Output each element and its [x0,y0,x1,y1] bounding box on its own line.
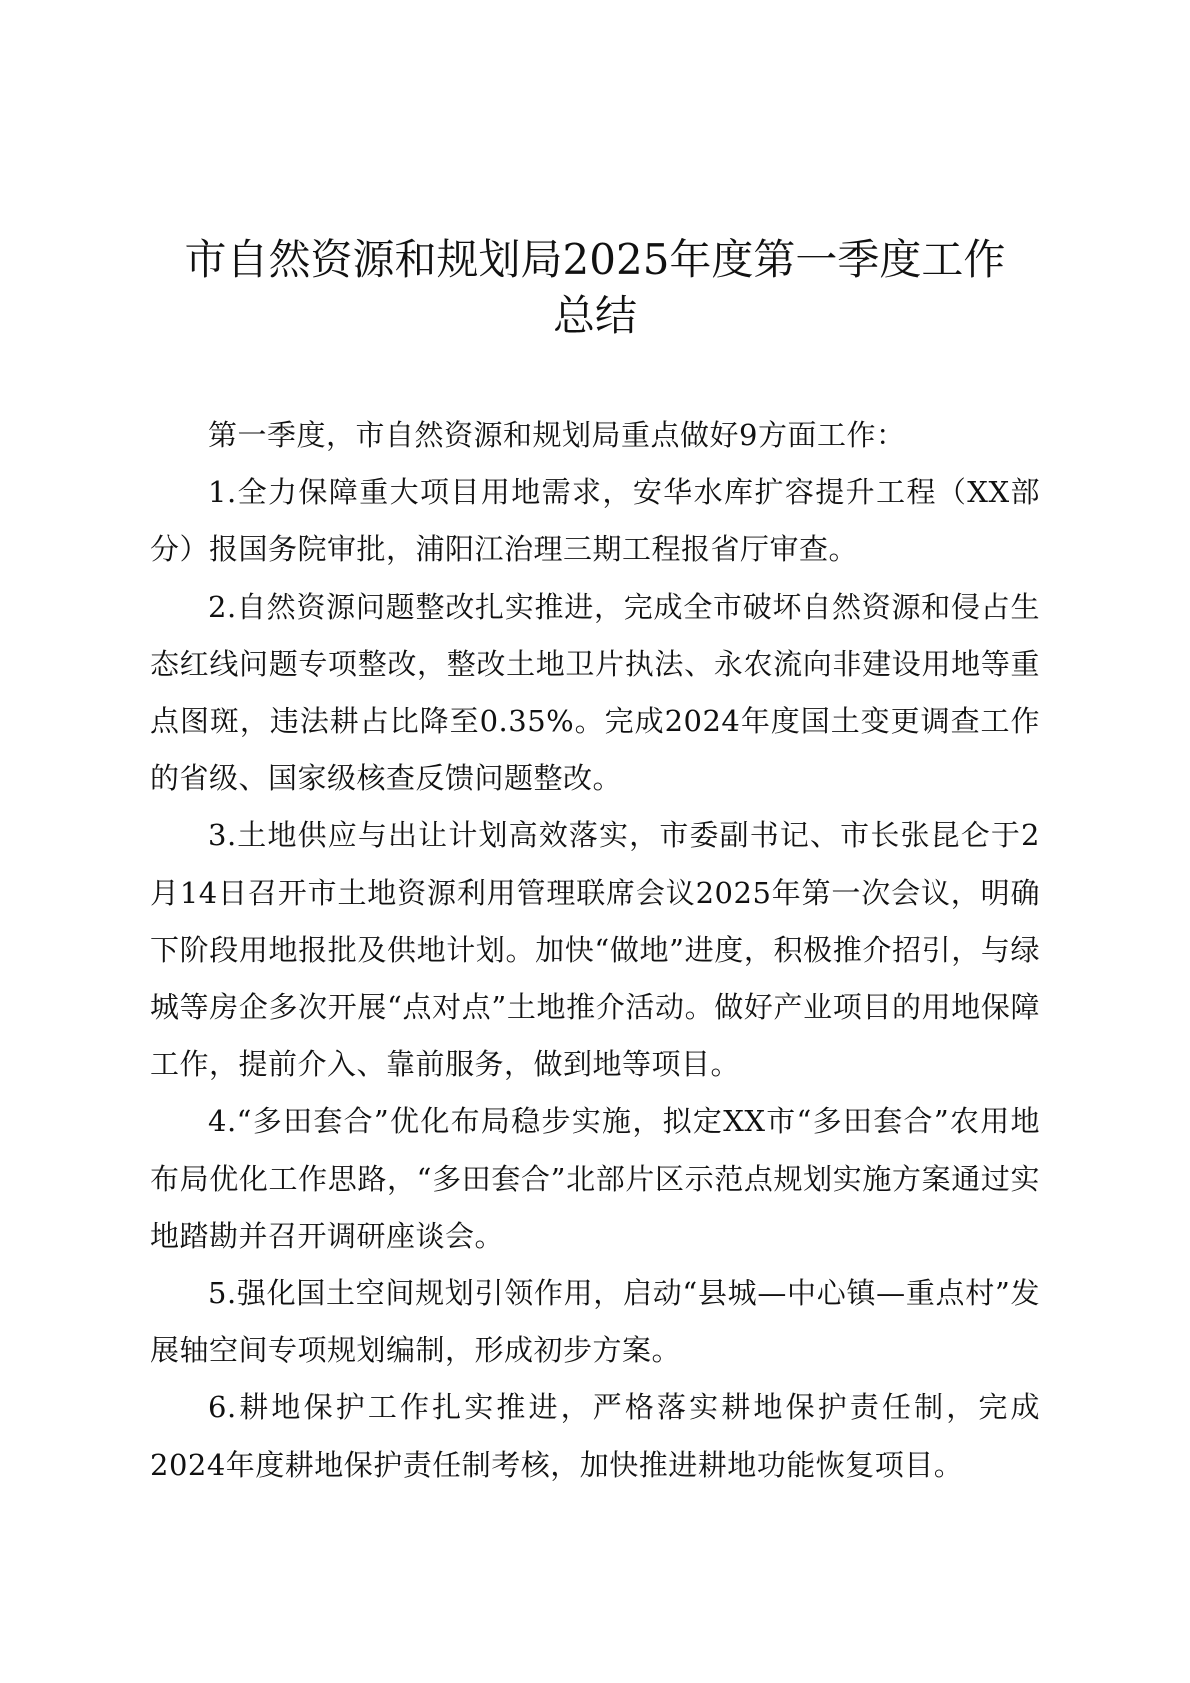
item-4-paragraph: 4.“多田套合”优化布局稳步实施，拟定XX市“多田套合”农用地布局优化工作思路，“多田套合”北部片区示范点规划实施方案通过实地踏勘并召开调研座谈会。 [150,1104,1040,1253]
document-body [150,407,1040,1494]
title-line-2: 总结 [552,291,637,340]
item-1-paragraph: 1.全力保障重大项目用地需求，安华水库扩容提升工程（XX部分）报国务院审批，浦阳江治理三期工程报省厅审查。 [150,475,1040,567]
item-2-paragraph: 2.自然资源问题整改扎实推进，完成全市破坏自然资源和侵占生态红线问题专项整改，整改土地卫片执法、永农流向非建设用地等重点图斑，违法耕占比降至0.35%。完成2024年度国土变更调查工作的省级、国家级核查反馈问题整改。 [150,589,1040,796]
item-5-paragraph: 5.强化国土空间规划引领作用，启动“县城—中心镇—重点村”发展轴空间专项规划编制，形成初步方案。 [150,1276,1040,1368]
item-3-paragraph: 3.土地供应与出让计划高效落实，市委副书记、市长张昆仑于2月14日召开市土地资源利用管理联席会议2025年第一次会议，明确下阶段用地报批及供地计划。加快“做地”进度，积极推介招引，与绿城等房企多次开展“点对点”土地推介活动。做好产业项目的用地保障工作，提前介入、靠前服务，做到地等项目。 [150,818,1040,1082]
intro-paragraph: 第一季度，市自然资源和规划局重点做好9方面工作： [208,418,906,452]
title-line-1: 市自然资源和规划局2025年度第一季度工作 [184,235,1006,284]
document-title [150,232,1040,344]
item-6-paragraph: 6.耕地保护工作扎实推进，严格落实耕地保护责任制，完成2024年度耕地保护责任制考核，加快推进耕地功能恢复项目。 [150,1390,1040,1482]
